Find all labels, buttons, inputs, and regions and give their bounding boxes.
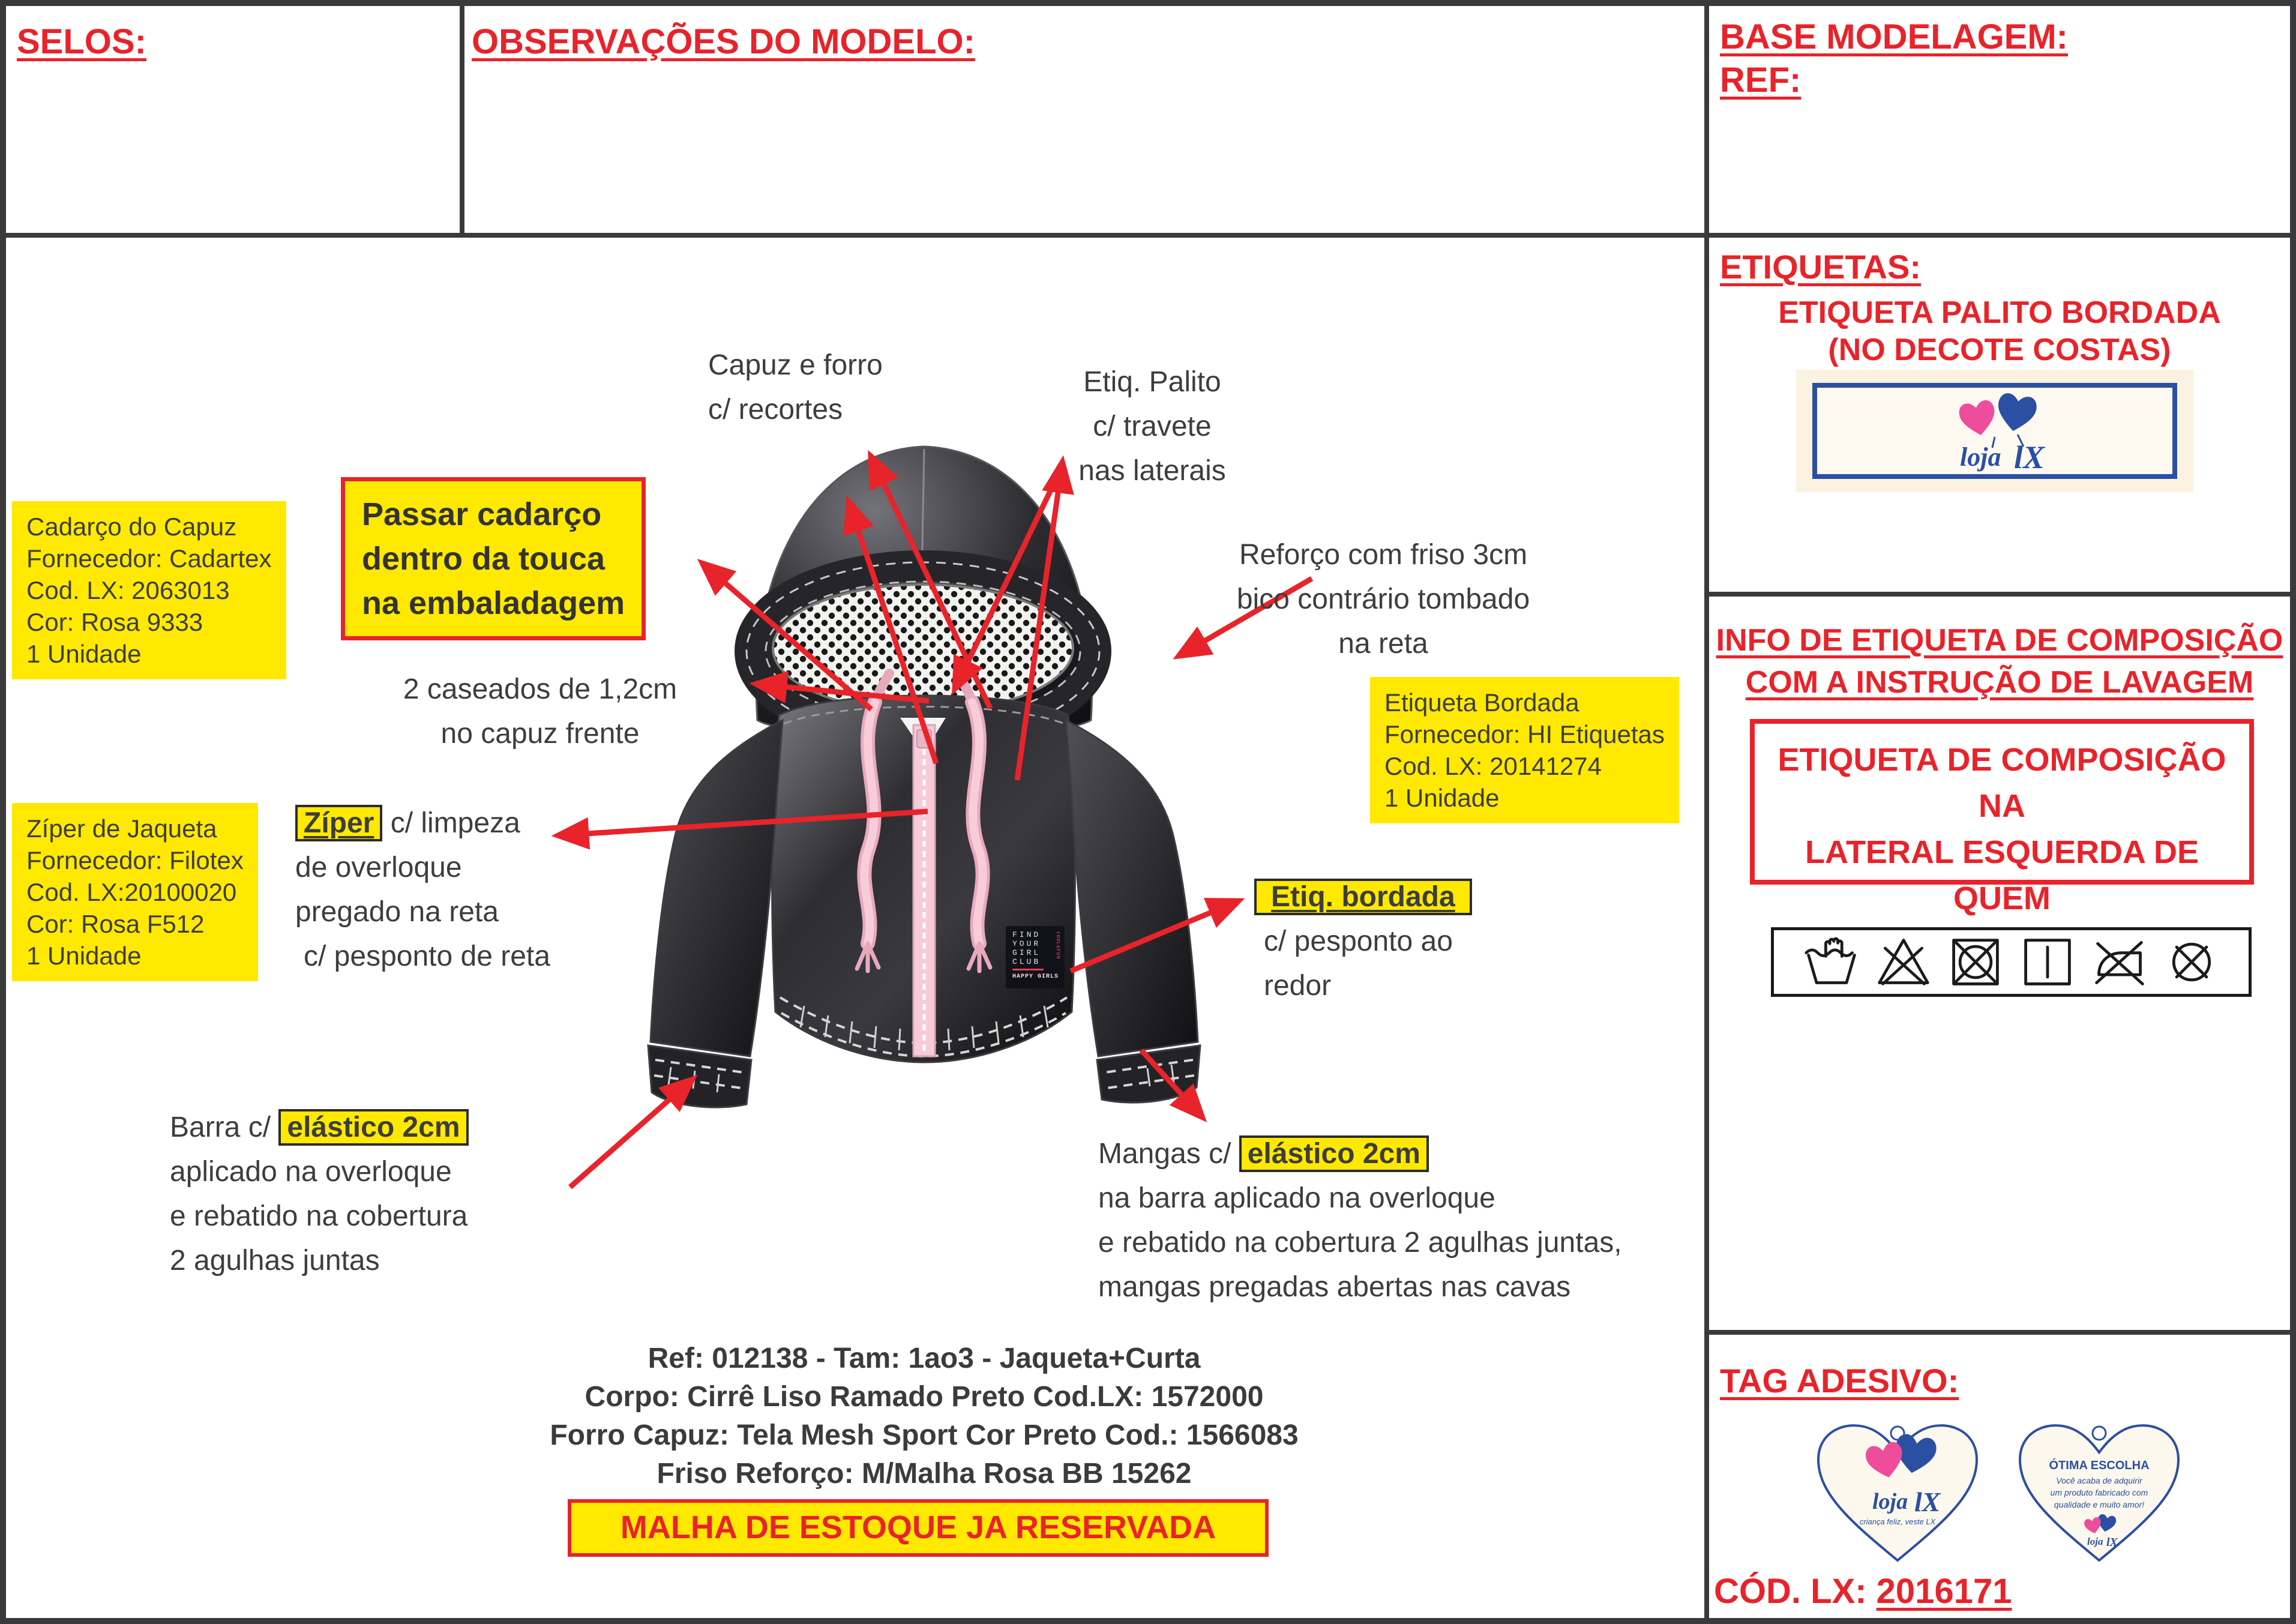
- patch-line: FIND: [1012, 930, 1041, 939]
- forro-line: Forro Capuz: Tela Mesh Sport Cor Preto Cod.: 1566083: [550, 1419, 1299, 1451]
- corpo-line: Corpo: Cirrê Liso Ramado Preto Cod.LX: 1572000: [585, 1381, 1264, 1413]
- barra-highlight: elástico 2cm: [278, 1109, 468, 1146]
- note-mangas: Mangas c/ elástico 2cm na barra aplicado na overloque e rebatido na cobertura 2 agulhas juntas, mangas pregadas abertas nas cavas: [1098, 1132, 1622, 1310]
- do-not-dry-clean-icon: [2164, 934, 2219, 990]
- jacket-illustration: [648, 447, 1200, 1107]
- note-barra: Barra c/ elástico 2cm aplicado na overloque e rebatido na cobertura 2 agulhas juntas: [170, 1105, 469, 1283]
- logo-pink-heart: [1958, 399, 1998, 438]
- patch-line: CLUB: [1012, 957, 1041, 966]
- hand-wash-icon: [1804, 934, 1859, 990]
- note-caseados: 2 caseados de 1,2cm no capuz frente: [403, 673, 678, 750]
- tag-adesivo-header: TAG ADESIVO:: [1720, 1362, 1959, 1400]
- do-not-iron-icon: [2092, 934, 2147, 990]
- note-capuz: Capuz e forro c/ recortes: [708, 349, 883, 426]
- observacoes-header: OBSERVAÇÕES DO MODELO:: [472, 22, 975, 61]
- supplier-box-cadarco: Cadarço do Capuz Fornecedor: Cadartex Cod. LX: 2063013 Cor: Rosa 9333 1 Unidade: [12, 501, 286, 679]
- do-not-tumble-dry-icon: [1948, 934, 2003, 990]
- logo-loja-text: loja: [2087, 1536, 2103, 1547]
- mangas-highlight: elástico 2cm: [1239, 1135, 1429, 1172]
- logo-blue-heart: [1994, 392, 2039, 435]
- composition-instruction-box: ETIQUETA DE COMPOSIÇÃO NA LATERAL ESQUERDA DE QUEM: [1750, 719, 2254, 885]
- logo-lx-text: lX: [2106, 1536, 2118, 1549]
- brand-label-artwork: [1796, 370, 2193, 492]
- note-passar-cadarco: Passar cadarço dentro da touca na embaladagem: [341, 477, 646, 640]
- logo-lx-text: lX: [2014, 439, 2045, 473]
- base-modelagem-header: BASE MODELAGEM:: [1720, 17, 2068, 56]
- malha-reservada-banner: MALHA DE ESTOQUE JA RESERVADA: [568, 1499, 1269, 1557]
- palito-title: ETIQUETA PALITO BORDADA (NO DECOTE COSTAS): [1778, 295, 2221, 367]
- drip-dry-icon: [2020, 934, 2075, 990]
- supplier-box-ziper: Zíper de Jaqueta Fornecedor: Filotex Cod. LX:20100020 Cor: Rosa F512 1 Unidade: [12, 803, 258, 981]
- patch-line: GIRL: [1012, 948, 1041, 957]
- etiquetas-header: ETIQUETAS:: [1720, 248, 1921, 286]
- logo-loja-text: loja: [1872, 1489, 1908, 1514]
- loja-lx-logo: [1905, 389, 2085, 473]
- sticker-tag-front: [1818, 1425, 1977, 1560]
- selos-header: SELOS:: [17, 22, 146, 61]
- note-ziper: Zíper c/ limpeza de overloque pregado na reta c/ pesponto de reta: [295, 801, 550, 979]
- tag-back-line: um produto fabricado com: [2050, 1488, 2148, 1497]
- patch-bottom-text: HAPPY GIRLS: [1012, 973, 1059, 980]
- ref-header: REF:: [1720, 61, 1802, 100]
- sticker-tag-back: [2020, 1425, 2178, 1560]
- reference-summary: [390, 1340, 1458, 1493]
- etiq-bordada-highlight: Etiq. bordada: [1254, 879, 1472, 915]
- care-symbols-strip: [1771, 927, 2252, 997]
- tag-back-line: qualidade e muito amor!: [2054, 1500, 2145, 1509]
- brand-label-border: [1812, 383, 2177, 479]
- patch-red-rule: [1012, 969, 1044, 970]
- logo-tagline: criança feliz, veste LX: [1859, 1517, 1936, 1526]
- tag-back-title: ÓTIMA ESCOLHA: [2049, 1459, 2150, 1472]
- info-title: INFO DE ETIQUETA DE COMPOSIÇÃO COM A INSTRUÇÃO DE LAVAGEM: [1716, 623, 2283, 700]
- ref-line: Ref: 012138 - Tam: 1ao3 - Jaqueta+Curta: [648, 1343, 1201, 1374]
- note-etiq-palito: Etiq. Palito c/ travete nas laterais: [1078, 366, 1226, 487]
- garment-label-patch: [1006, 926, 1065, 988]
- logo-loja-text: loja: [1960, 442, 2001, 472]
- note-etiq-bordada: Etiq. bordada c/ pesponto ao redor: [1254, 875, 1472, 1008]
- ziper-highlight: Zíper: [295, 805, 382, 841]
- patch-line: YOUR: [1012, 939, 1041, 948]
- do-not-bleach-icon: [1876, 934, 1931, 990]
- cod-lx-value: 2016171: [1876, 1572, 2012, 1611]
- left-sleeve: [651, 720, 783, 1056]
- cod-lx: CÓD. LX: 2016171: [1714, 1572, 2012, 1611]
- note-reforco: Reforço com friso 3cm bico contrário tombado na reta: [1236, 539, 1530, 660]
- supplier-box-etiqueta-bordada: Etiqueta Bordada Fornecedor: HI Etiquetas Cod. LX: 20141274 1 Unidade: [1370, 677, 1679, 823]
- patch-side-text: COOL&FUN: [1055, 931, 1060, 960]
- right-sleeve: [1066, 720, 1198, 1056]
- tag-punch-hole: [2093, 1427, 2106, 1440]
- sticker-tags: [1808, 1406, 2204, 1571]
- friso-line: Friso Reforço: M/Malha Rosa BB 15262: [657, 1458, 1192, 1490]
- arrow-barra: [570, 1080, 691, 1187]
- tag-back-line: Você acaba de adquirir: [2056, 1476, 2142, 1485]
- logo-lx-text: lX: [1914, 1487, 1941, 1517]
